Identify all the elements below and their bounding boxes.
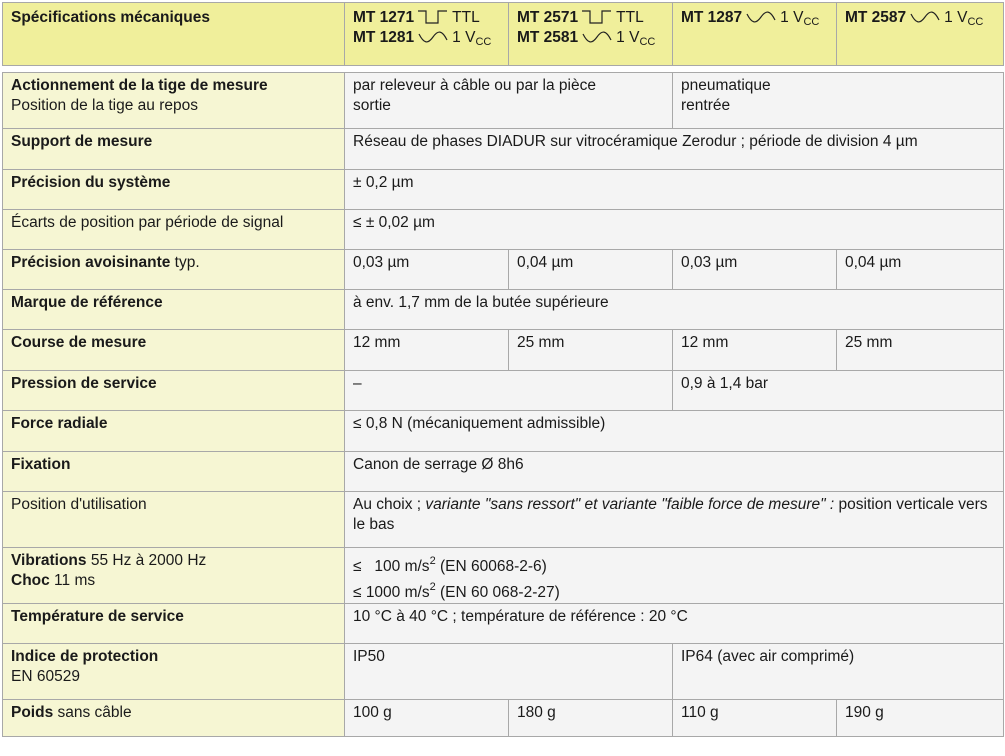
value-poids-4: 190 g [837, 700, 1004, 737]
value-precision: ± 0,2 µm [345, 170, 1004, 210]
value-avoisinante-4: 0,04 µm [837, 250, 1004, 290]
model-mt1271: MT 1271 [353, 9, 415, 26]
label-support: Support de mesure [3, 129, 345, 170]
value-course-2: 25 mm [509, 330, 673, 371]
row-ecarts [3, 210, 1004, 250]
value-poids-1: 100 g [345, 700, 509, 737]
value-position-italic: variante "sans ressort" et variante "faible force de mesure" : [425, 496, 835, 513]
cell-actionnement-b [673, 73, 1004, 129]
row-temperature [3, 604, 1004, 644]
value-position-pre: Au choix ; [353, 496, 426, 513]
label-avoisinante: Précision avoisinante [11, 254, 171, 271]
signal-1v: 1 V [452, 29, 476, 46]
label-choc: Choc [11, 572, 50, 589]
row-course [3, 330, 1004, 371]
value-support: Réseau de phases DIADUR sur vitrocéramique Zerodur ; période de division 4 µm [345, 129, 1004, 170]
label-position: Position d'utilisation [3, 492, 345, 548]
row-indice [3, 644, 1004, 700]
model-mt2587: MT 2587 [845, 9, 907, 26]
label-vibrations: Vibrations [11, 552, 87, 569]
signal-sub: CC [803, 16, 820, 28]
label-pression: Pression de service [3, 371, 345, 411]
row-poids [3, 700, 1004, 737]
value-position [345, 492, 1004, 548]
row-fixation [3, 452, 1004, 492]
value-vibrations-1-norm: (EN 60068-2-6) [435, 558, 547, 575]
value-actionnement-a2: sortie [353, 97, 391, 114]
label-force: Force radiale [3, 411, 345, 452]
row-label [3, 73, 345, 129]
row-vibrations [3, 548, 1004, 604]
value-pression-a: – [345, 371, 673, 411]
row-pression [3, 371, 1004, 411]
value-actionnement-b2: rentrée [681, 97, 731, 114]
label-typ: typ. [170, 254, 200, 271]
specifications-table [2, 2, 1004, 737]
value-marque: à env. 1,7 mm de la butée supérieure [345, 290, 1004, 330]
row-precision [3, 170, 1004, 210]
value-ecarts: ≤ ± 0,02 µm [345, 210, 1004, 250]
label-vibrations-freq: 55 Hz à 2000 Hz [86, 552, 207, 569]
row-marque [3, 290, 1004, 330]
label-course: Course de mesure [3, 330, 345, 371]
value-avoisinante-2: 0,04 µm [509, 250, 673, 290]
row-label [3, 250, 345, 290]
row-force [3, 411, 1004, 452]
signal-sub: CC [967, 16, 984, 28]
value-actionnement-b1: pneumatique [681, 77, 771, 94]
row-actionnement [3, 73, 1004, 129]
label-fixation: Fixation [3, 452, 345, 492]
header-col-mt2587 [837, 3, 1004, 66]
square-wave-icon [582, 10, 612, 24]
label-precision: Précision du système [3, 170, 345, 210]
value-poids-3: 110 g [673, 700, 837, 737]
label-marque: Marque de référence [3, 290, 345, 330]
signal-sub: CC [639, 36, 656, 48]
superscript: 2 [429, 555, 436, 567]
value-vibrations [345, 548, 1004, 604]
value-vibrations-2: ≤ 1000 m/s [353, 584, 430, 601]
value-fixation: Canon de serrage Ø 8h6 [345, 452, 1004, 492]
superscript: 2 [429, 581, 436, 593]
row-position [3, 492, 1004, 548]
signal-ttl: TTL [616, 9, 644, 26]
model-mt1281: MT 1281 [353, 29, 415, 46]
square-wave-icon [418, 10, 448, 24]
sine-wave-icon [746, 10, 776, 24]
header-col-mt1287 [673, 3, 837, 66]
value-position-post: position verticale vers le bas [353, 496, 988, 533]
label-actionnement: Actionnement de la tige de mesure [11, 77, 268, 94]
value-pression-b: 0,9 à 1,4 bar [673, 371, 1004, 411]
row-avoisinante [3, 250, 1004, 290]
cell-actionnement-a [345, 73, 673, 129]
signal-1v: 1 V [616, 29, 640, 46]
value-poids-2: 180 g [509, 700, 673, 737]
value-course-4: 25 mm [837, 330, 1004, 371]
value-actionnement-a1: par releveur à câble ou par la pièce [353, 77, 596, 94]
value-force: ≤ 0,8 N (mécaniquement admissible) [345, 411, 1004, 452]
value-temperature: 10 °C à 40 °C ; température de référence : 20 °C [345, 604, 1004, 644]
sine-wave-icon [418, 30, 448, 44]
value-avoisinante-1: 0,03 µm [345, 250, 509, 290]
signal-1v: 1 V [780, 9, 804, 26]
label-position-repos: Position de la tige au repos [11, 97, 198, 114]
row-label [3, 700, 345, 737]
value-indice-a: IP50 [345, 644, 673, 700]
label-indice: Indice de protection [11, 648, 159, 665]
label-poids: Poids [11, 704, 54, 721]
label-ecarts: Écarts de position par période de signal [3, 210, 345, 250]
row-label [3, 644, 345, 700]
signal-1v: 1 V [944, 9, 968, 26]
header-col-mt2571 [509, 3, 673, 66]
label-temperature: Température de service [3, 604, 345, 644]
header-col-mt1271 [345, 3, 509, 66]
value-vibrations-1: ≤ 100 m/s [353, 558, 430, 575]
label-norme: EN 60529 [11, 668, 80, 685]
model-mt1287: MT 1287 [681, 9, 743, 26]
value-avoisinante-3: 0,03 µm [673, 250, 837, 290]
label-sans-cable: sans câble [53, 704, 132, 721]
label-choc-duration: 11 ms [49, 572, 96, 589]
value-vibrations-2-norm: (EN 60 068-2-27) [435, 584, 560, 601]
value-course-1: 12 mm [345, 330, 509, 371]
model-mt2571: MT 2571 [517, 9, 579, 26]
model-mt2581: MT 2581 [517, 29, 579, 46]
sine-wave-icon [910, 10, 940, 24]
value-course-3: 12 mm [673, 330, 837, 371]
signal-ttl: TTL [452, 9, 480, 26]
sine-wave-icon [582, 30, 612, 44]
row-label [3, 548, 345, 604]
value-indice-b: IP64 (avec air comprimé) [673, 644, 1004, 700]
header-row [3, 3, 1004, 66]
row-support [3, 129, 1004, 170]
spec-title: Spécifications mécaniques [3, 3, 345, 66]
signal-sub: CC [475, 36, 492, 48]
